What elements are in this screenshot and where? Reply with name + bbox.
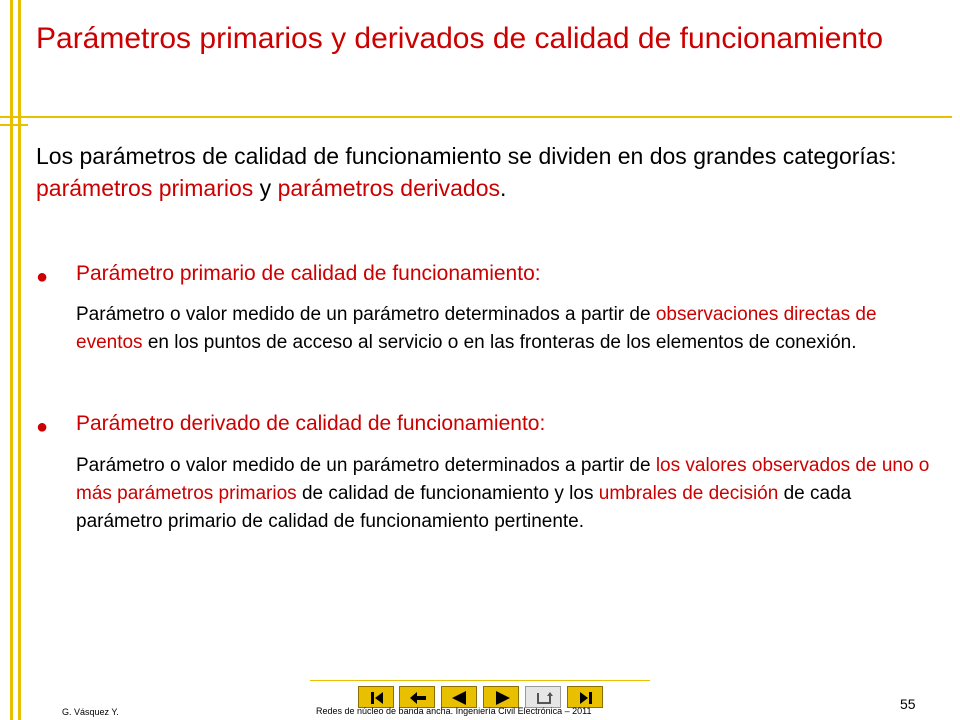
footer-author: G. Vásquez Y.	[62, 707, 119, 717]
bullet-title: Parámetro derivado de calidad de funcionamiento:	[76, 412, 546, 435]
left-vertical-rule-1	[10, 0, 13, 720]
slide-title: Parámetros primarios y derivados de calidad de funcionamiento	[36, 22, 884, 55]
slide-navigation-bar	[358, 686, 606, 708]
body-highlight: los valores observados de uno o más parámetros primarios	[76, 455, 930, 504]
page-number: 55	[900, 696, 916, 712]
body-text: de cada parámetro primario de calidad de funcionamiento pertinente.	[76, 483, 852, 532]
body-text: Parámetro o valor medido de un parámetro determinados a partir de	[76, 304, 656, 325]
intro-paragraph	[36, 140, 916, 204]
last-slide-button[interactable]	[567, 686, 603, 708]
intro-text: .	[500, 175, 507, 201]
bullet-body-derived	[76, 452, 936, 536]
body-text: Parámetro o valor medido de un parámetro determinados a partir de	[76, 455, 656, 476]
intro-highlight-derived: parámetros derivados	[277, 175, 501, 201]
bullet-dot-icon: ●	[36, 266, 49, 288]
intro-text: y	[253, 175, 278, 201]
intro-text: Los parámetros de calidad de funcionamiento se dividen en dos grandes categorías:	[36, 143, 897, 169]
previous-slide-button[interactable]	[441, 686, 477, 708]
body-text: en los puntos de acceso al servicio o en las fronteras de los elementos de conexión.	[142, 332, 857, 353]
body-highlight: observaciones directas de eventos	[76, 304, 877, 353]
footer-rule	[310, 680, 650, 681]
return-button[interactable]	[525, 686, 561, 708]
left-vertical-rule-2	[18, 0, 21, 720]
previous-section-button[interactable]	[399, 686, 435, 708]
footer-course: Redes de núcleo de banda ancha. Ingeniería Civil Electrónica – 2011	[316, 706, 592, 716]
top-horizontal-rule	[0, 116, 952, 118]
bullet-dot-icon: ●	[36, 416, 49, 438]
top-horizontal-rule-2	[0, 124, 28, 126]
body-highlight: umbrales de decisión	[598, 483, 779, 504]
next-slide-button[interactable]	[483, 686, 519, 708]
intro-highlight-primary: parámetros primarios	[36, 175, 254, 201]
bullet-derived	[36, 410, 916, 450]
bullet-title: Parámetro primario de calidad de funcionamiento:	[76, 262, 541, 285]
bullet-body-primary	[76, 301, 936, 357]
body-text: de calidad de funcionamiento y los	[296, 483, 599, 504]
first-slide-button[interactable]	[358, 686, 394, 708]
